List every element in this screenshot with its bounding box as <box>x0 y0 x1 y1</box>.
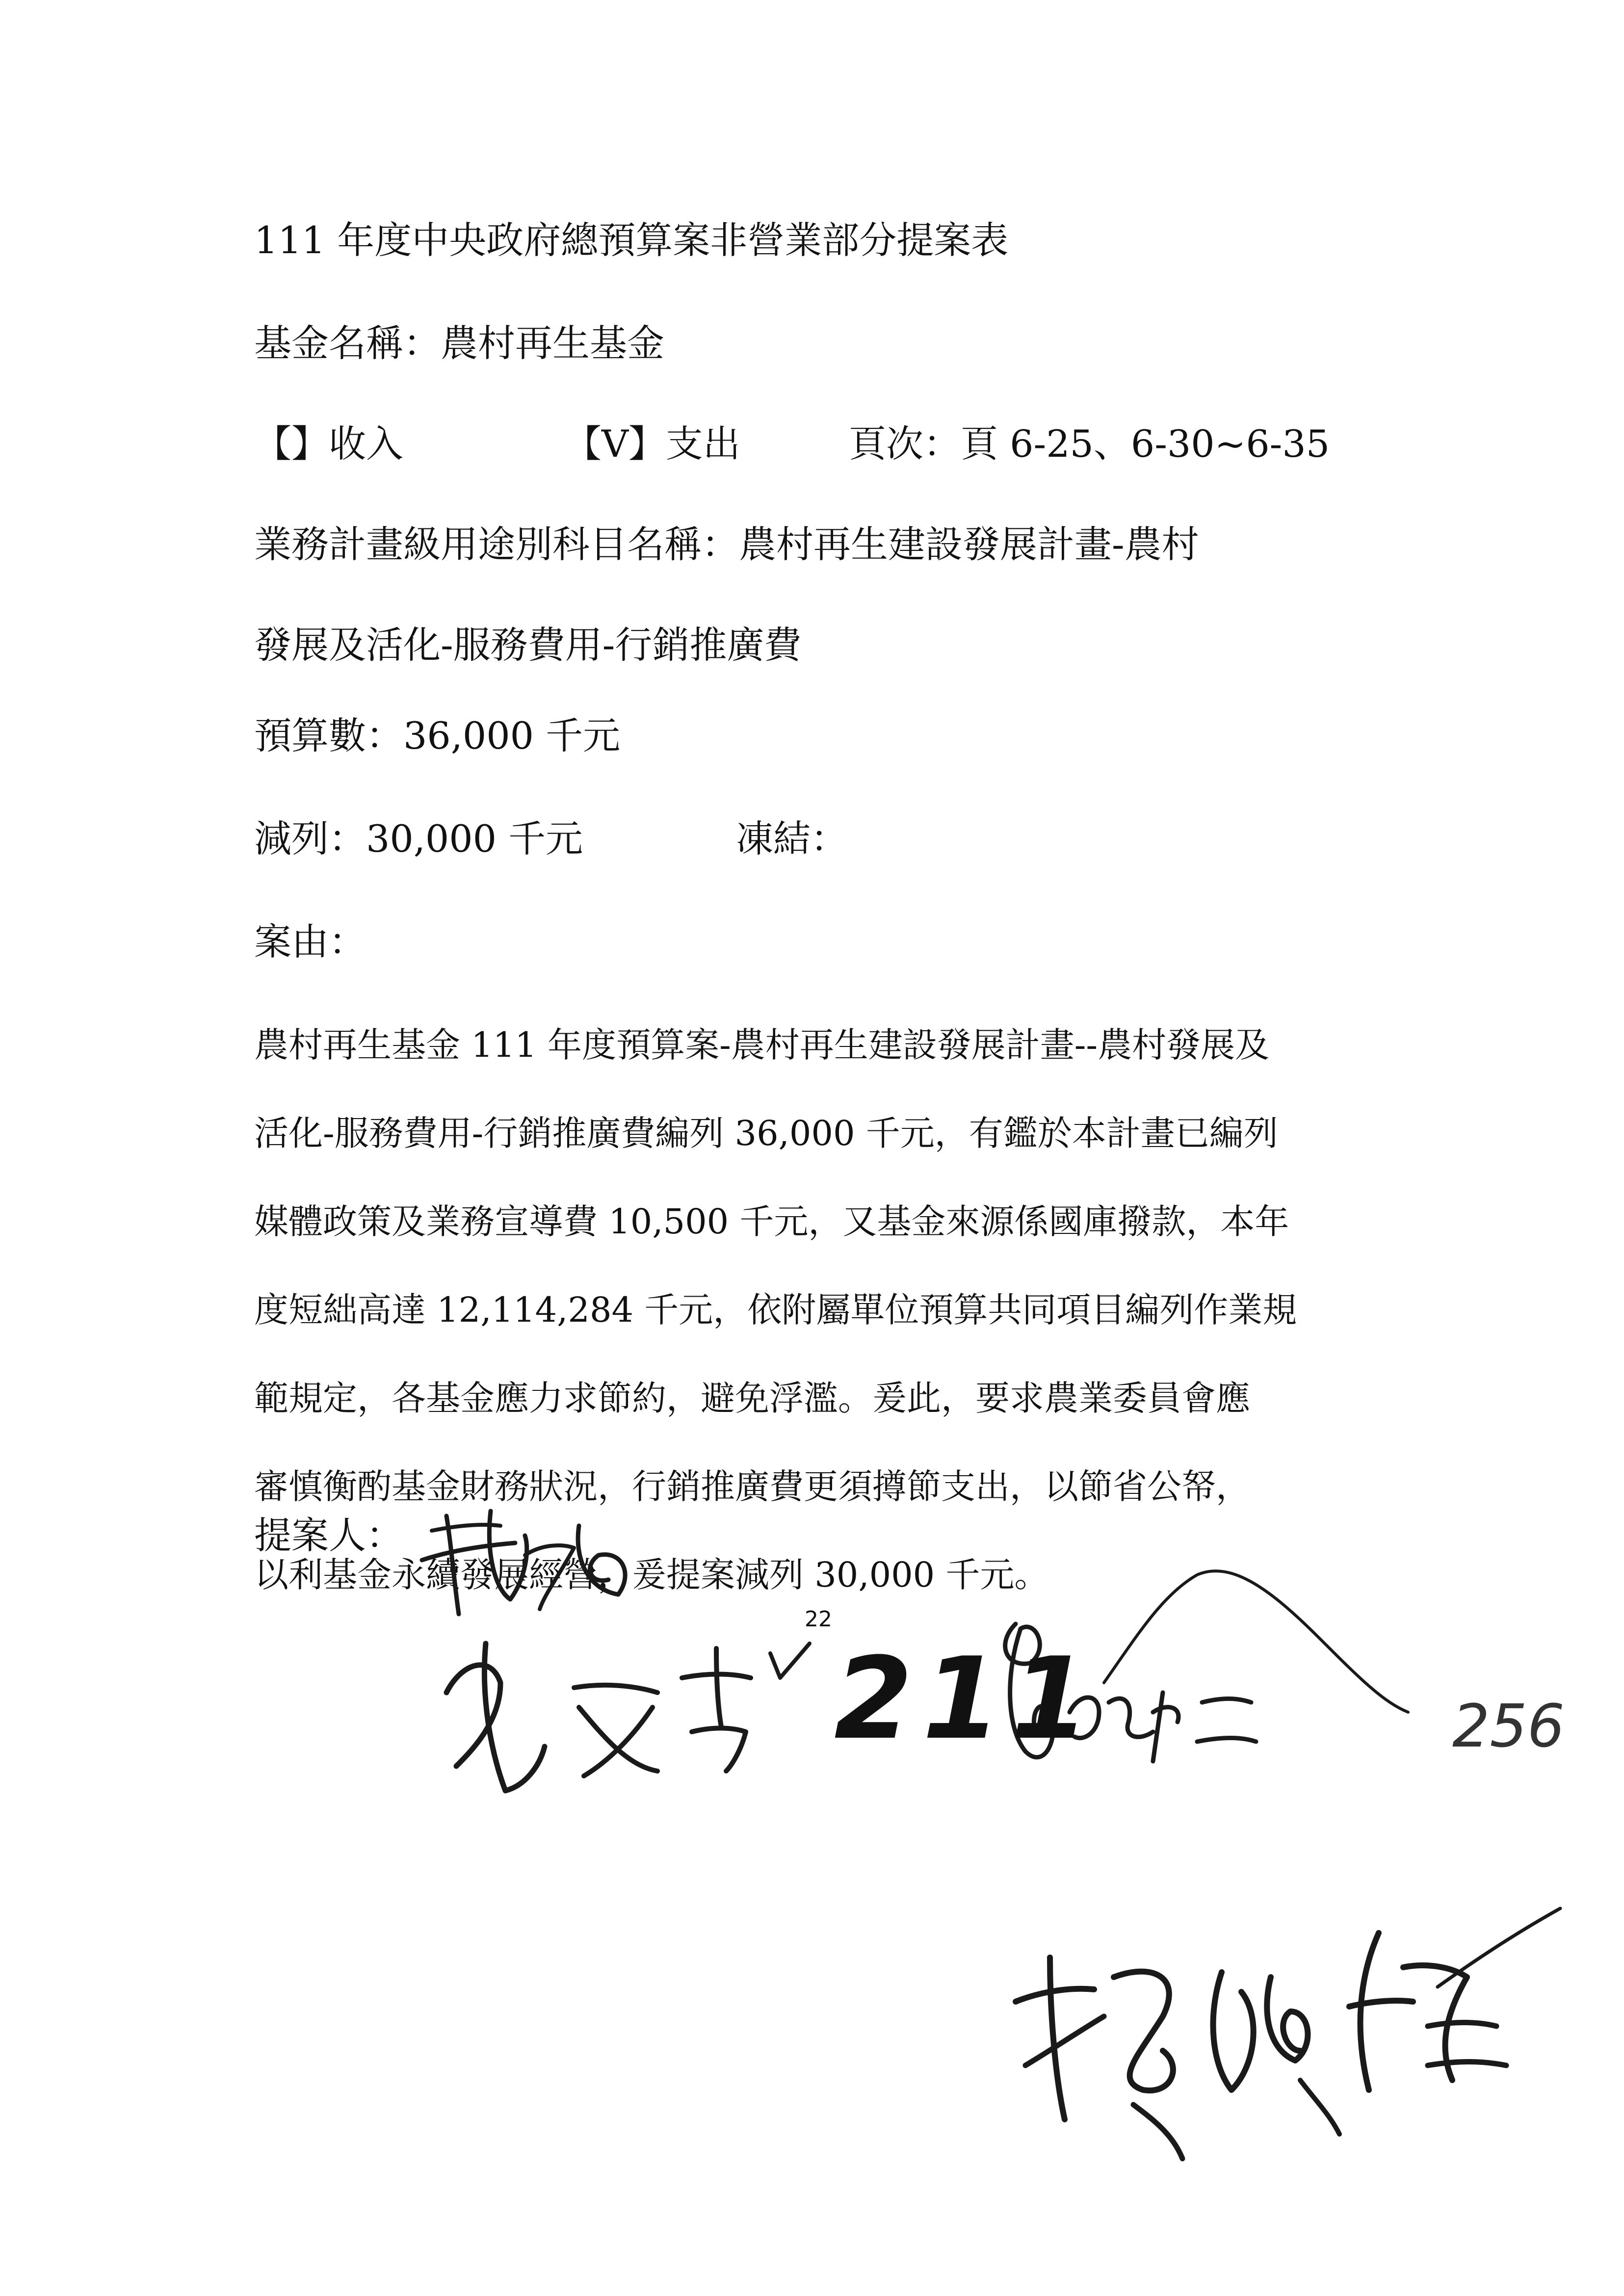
fund-name: 基金名稱：農村再生基金 <box>254 321 664 365</box>
subject-name-line-1: 業務計畫級用途別科目名稱：農村再生建設發展計畫-農村 <box>254 522 1199 566</box>
signature-4 <box>996 1904 1585 2178</box>
reason-line: 度短絀高達 12,114,284 千元，依附屬單位預算共同項目編列作業規 <box>254 1290 1297 1330</box>
subject-name-line-2: 發展及活化-服務費用-行銷推廣費 <box>254 623 802 667</box>
signature-2 <box>427 1624 844 1810</box>
reason-line: 以利基金永續發展經營，爰提案減列 30,000 千元。 <box>254 1555 1049 1595</box>
reason-line: 範規定，各基金應力求節約，避免浮濫。爰此，要求農業委員會應 <box>254 1378 1250 1418</box>
signature-1 <box>412 1496 648 1624</box>
cut-amount: 減列：30,000 千元 <box>254 817 583 861</box>
expense-checkbox-label: 【V】支出 <box>564 422 740 466</box>
reason-line: 媒體政策及業務宣導費 10,500 千元，又基金來源係國庫撥款，本年 <box>254 1201 1289 1242</box>
income-checkbox-label: 【】收入 <box>254 422 403 466</box>
page-reference: 頁次：頁 6-25、6-30~6-35 <box>849 422 1330 466</box>
budget-amount: 預算數：36,000 千元 <box>254 714 621 757</box>
page-number: 22 <box>805 1607 832 1632</box>
proposer-label: 提案人： <box>254 1513 403 1557</box>
reason-label: 案由： <box>254 920 366 964</box>
freeze-amount: 凍結： <box>736 817 848 861</box>
reason-line: 活化-服務費用-行銷推廣費編列 36,000 千元，有鑑於本計畫已編列 <box>254 1113 1278 1153</box>
handwritten-number: 211 <box>834 1634 1100 1765</box>
reason-line: 農村再生基金 111 年度預算案-農村再生建設發展計畫--農村發展及 <box>254 1025 1270 1065</box>
handwritten-corner-number: 256 <box>1452 1693 1565 1761</box>
reason-line: 審慎衡酌基金財務狀況，行銷推廣費更須撙節支出，以節省公帑， <box>254 1466 1250 1507</box>
form-title: 111 年度中央政府總預算案非營業部分提案表 <box>254 218 1009 262</box>
